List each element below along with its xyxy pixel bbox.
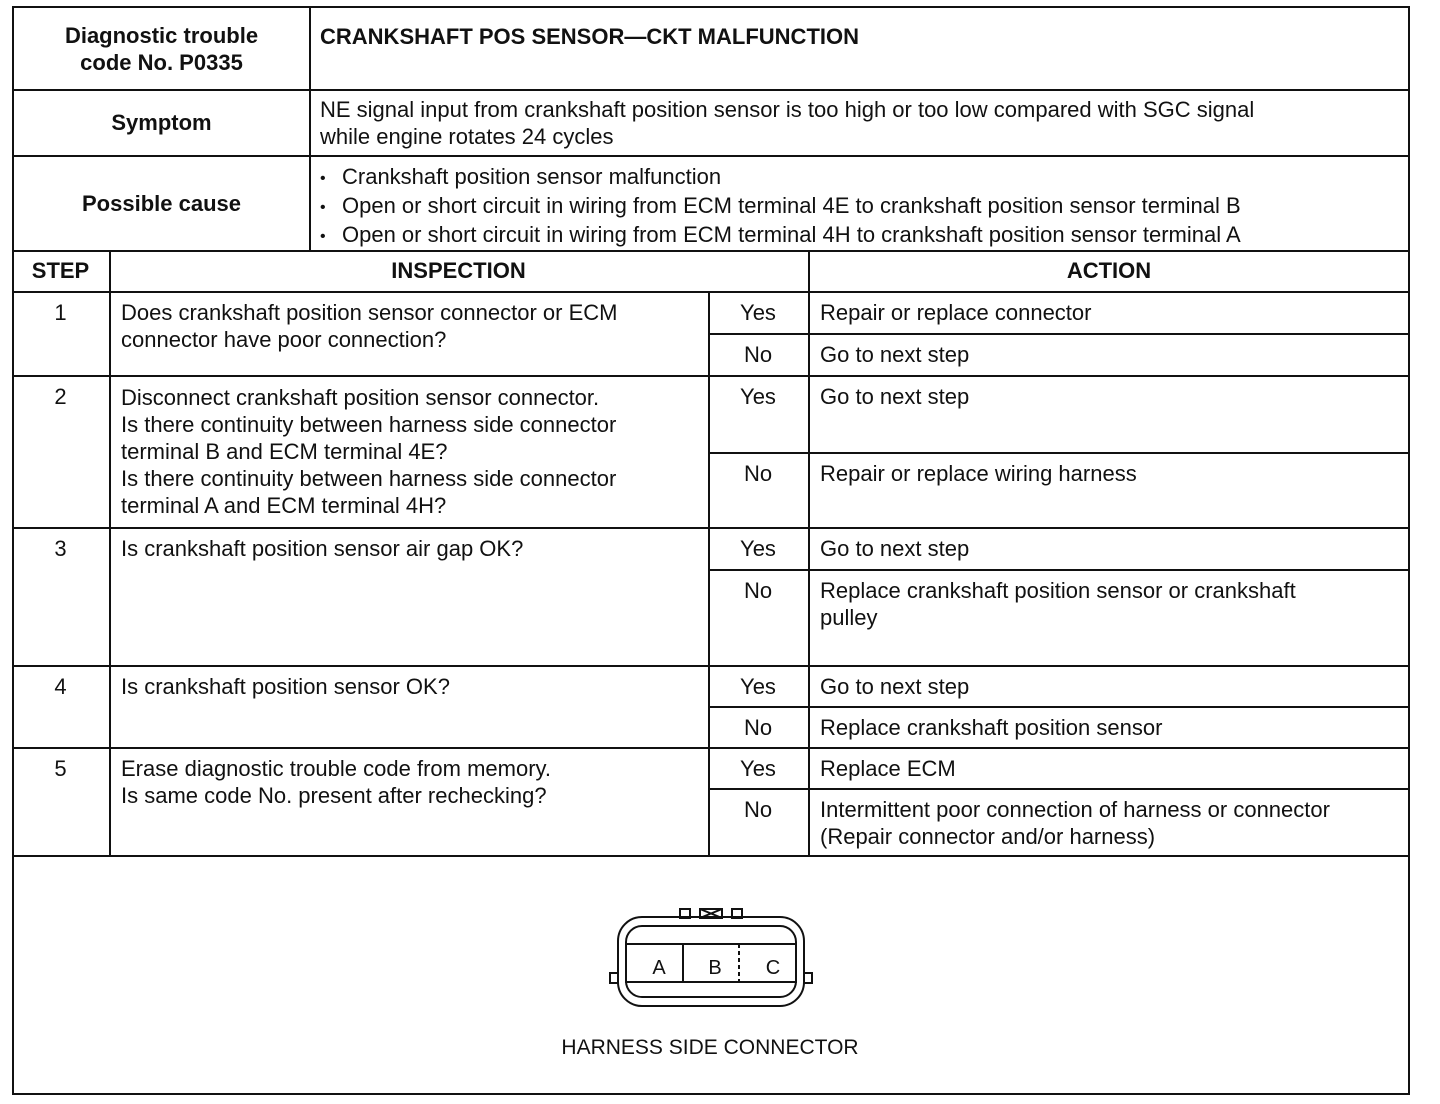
- step-inspection: [121, 384, 616, 519]
- yes-label: Yes: [740, 756, 776, 781]
- no-action: Replace crankshaft position sensor: [820, 715, 1163, 740]
- divider: [12, 89, 1410, 91]
- step-inspection: [121, 535, 523, 562]
- column-header-step: STEP: [31, 258, 90, 283]
- possible-cause-item: • Open or short circuit in wiring from ECM terminal 4E to crankshaft position sensor terminal B: [320, 192, 1241, 221]
- terminal-c-label: C: [765, 957, 781, 979]
- inspection-line: Is crankshaft position sensor OK?: [121, 674, 450, 699]
- divider: [708, 569, 1410, 571]
- possible-cause-item: • Open or short circuit in wiring from ECM terminal 4H to crankshaft position sensor terminal A: [320, 221, 1241, 250]
- dtc-label-line: code No. P0335: [80, 50, 243, 75]
- step-number: 4: [54, 674, 67, 699]
- inspection-line: terminal A and ECM terminal 4H?: [121, 493, 447, 518]
- divider: [12, 527, 1410, 529]
- terminal-b-label: B: [708, 957, 722, 979]
- inspection-line: terminal B and ECM terminal 4E?: [121, 439, 448, 464]
- inspection-line: connector have poor connection?: [121, 327, 447, 352]
- divider: [12, 665, 1410, 667]
- column-header-inspection: INSPECTION: [391, 258, 526, 283]
- yes-label: Yes: [740, 536, 776, 561]
- connector-caption: HARNESS SIDE CONNECTOR: [561, 1036, 859, 1059]
- no-label: No: [743, 797, 773, 822]
- yes-action: Go to next step: [820, 384, 970, 409]
- inspection-line: Does crankshaft position sensor connector or ECM: [121, 300, 618, 325]
- yes-action: Go to next step: [820, 674, 970, 699]
- column-header-action: ACTION: [1066, 258, 1152, 283]
- step-number: 1: [54, 300, 67, 325]
- step-number: 5: [54, 756, 67, 781]
- inspection-line: Disconnect crankshaft position sensor connector.: [121, 385, 600, 410]
- divider: [808, 250, 810, 856]
- divider: [12, 375, 1410, 377]
- action-line: pulley: [820, 605, 878, 630]
- step-inspection: [121, 755, 551, 809]
- yes-action: Replace ECM: [820, 756, 956, 781]
- inspection-line: Erase diagnostic trouble code from memory.: [121, 756, 551, 781]
- inspection-line: Is crankshaft position sensor air gap OK?: [121, 536, 524, 561]
- inspection-line: Is there continuity between harness side connector: [121, 466, 617, 491]
- step-inspection: [121, 299, 617, 353]
- divider: [12, 155, 1410, 157]
- no-action: [820, 796, 1330, 850]
- yes-label: Yes: [740, 300, 776, 325]
- divider: [12, 747, 1410, 749]
- no-label: No: [743, 461, 773, 486]
- inspection-line: Is there continuity between harness side connector: [121, 412, 617, 437]
- divider: [708, 788, 1410, 790]
- inspection-line: Is same code No. present after rechecking?: [121, 783, 547, 808]
- yes-label: Yes: [740, 384, 776, 409]
- divider: [708, 706, 1410, 708]
- step-number: 3: [54, 536, 67, 561]
- action-line: Replace crankshaft position sensor or crankshaft: [820, 578, 1296, 603]
- divider: [12, 855, 1410, 857]
- no-label: No: [743, 715, 773, 740]
- divider: [109, 250, 111, 856]
- step-inspection: [121, 673, 450, 700]
- page-title: CRANKSHAFT POS SENSOR—CKT MALFUNCTION: [320, 24, 859, 49]
- no-action: Go to next step: [820, 342, 970, 367]
- dtc-label: [14, 22, 309, 76]
- yes-label: Yes: [740, 674, 776, 699]
- divider: [708, 333, 1410, 335]
- action-line: (Repair connector and/or harness): [820, 824, 1156, 849]
- action-line: Intermittent poor connection of harness or connector: [820, 797, 1330, 822]
- no-label: No: [743, 578, 773, 603]
- possible-cause-item: • Crankshaft position sensor malfunction: [320, 163, 1241, 192]
- terminal-a-label: A: [652, 957, 666, 979]
- step-number: 2: [54, 384, 67, 409]
- symptom-label: Symptom: [111, 110, 212, 135]
- possible-cause-label: Possible cause: [82, 191, 241, 216]
- divider: [309, 6, 311, 251]
- yes-action: Repair or replace connector: [820, 300, 1092, 325]
- symptom-text: [320, 96, 1254, 150]
- yes-action: Go to next step: [820, 536, 970, 561]
- no-action: [820, 577, 1296, 631]
- connector-side-tab: [804, 973, 812, 983]
- symptom-text-line: NE signal input from crankshaft position sensor is too high or too low compared with SGC signal: [320, 97, 1255, 122]
- no-label: No: [743, 342, 773, 367]
- divider: [12, 250, 1410, 252]
- symptom-text-line: while engine rotates 24 cycles: [320, 124, 614, 149]
- no-action: Repair or replace wiring harness: [820, 461, 1137, 486]
- dtc-label-line: Diagnostic trouble: [64, 23, 259, 48]
- possible-cause-list: [320, 163, 1241, 250]
- divider: [12, 291, 1410, 293]
- divider: [708, 452, 1410, 454]
- harness-connector-diagram: [602, 904, 822, 1014]
- connector-side-tab: [610, 973, 618, 983]
